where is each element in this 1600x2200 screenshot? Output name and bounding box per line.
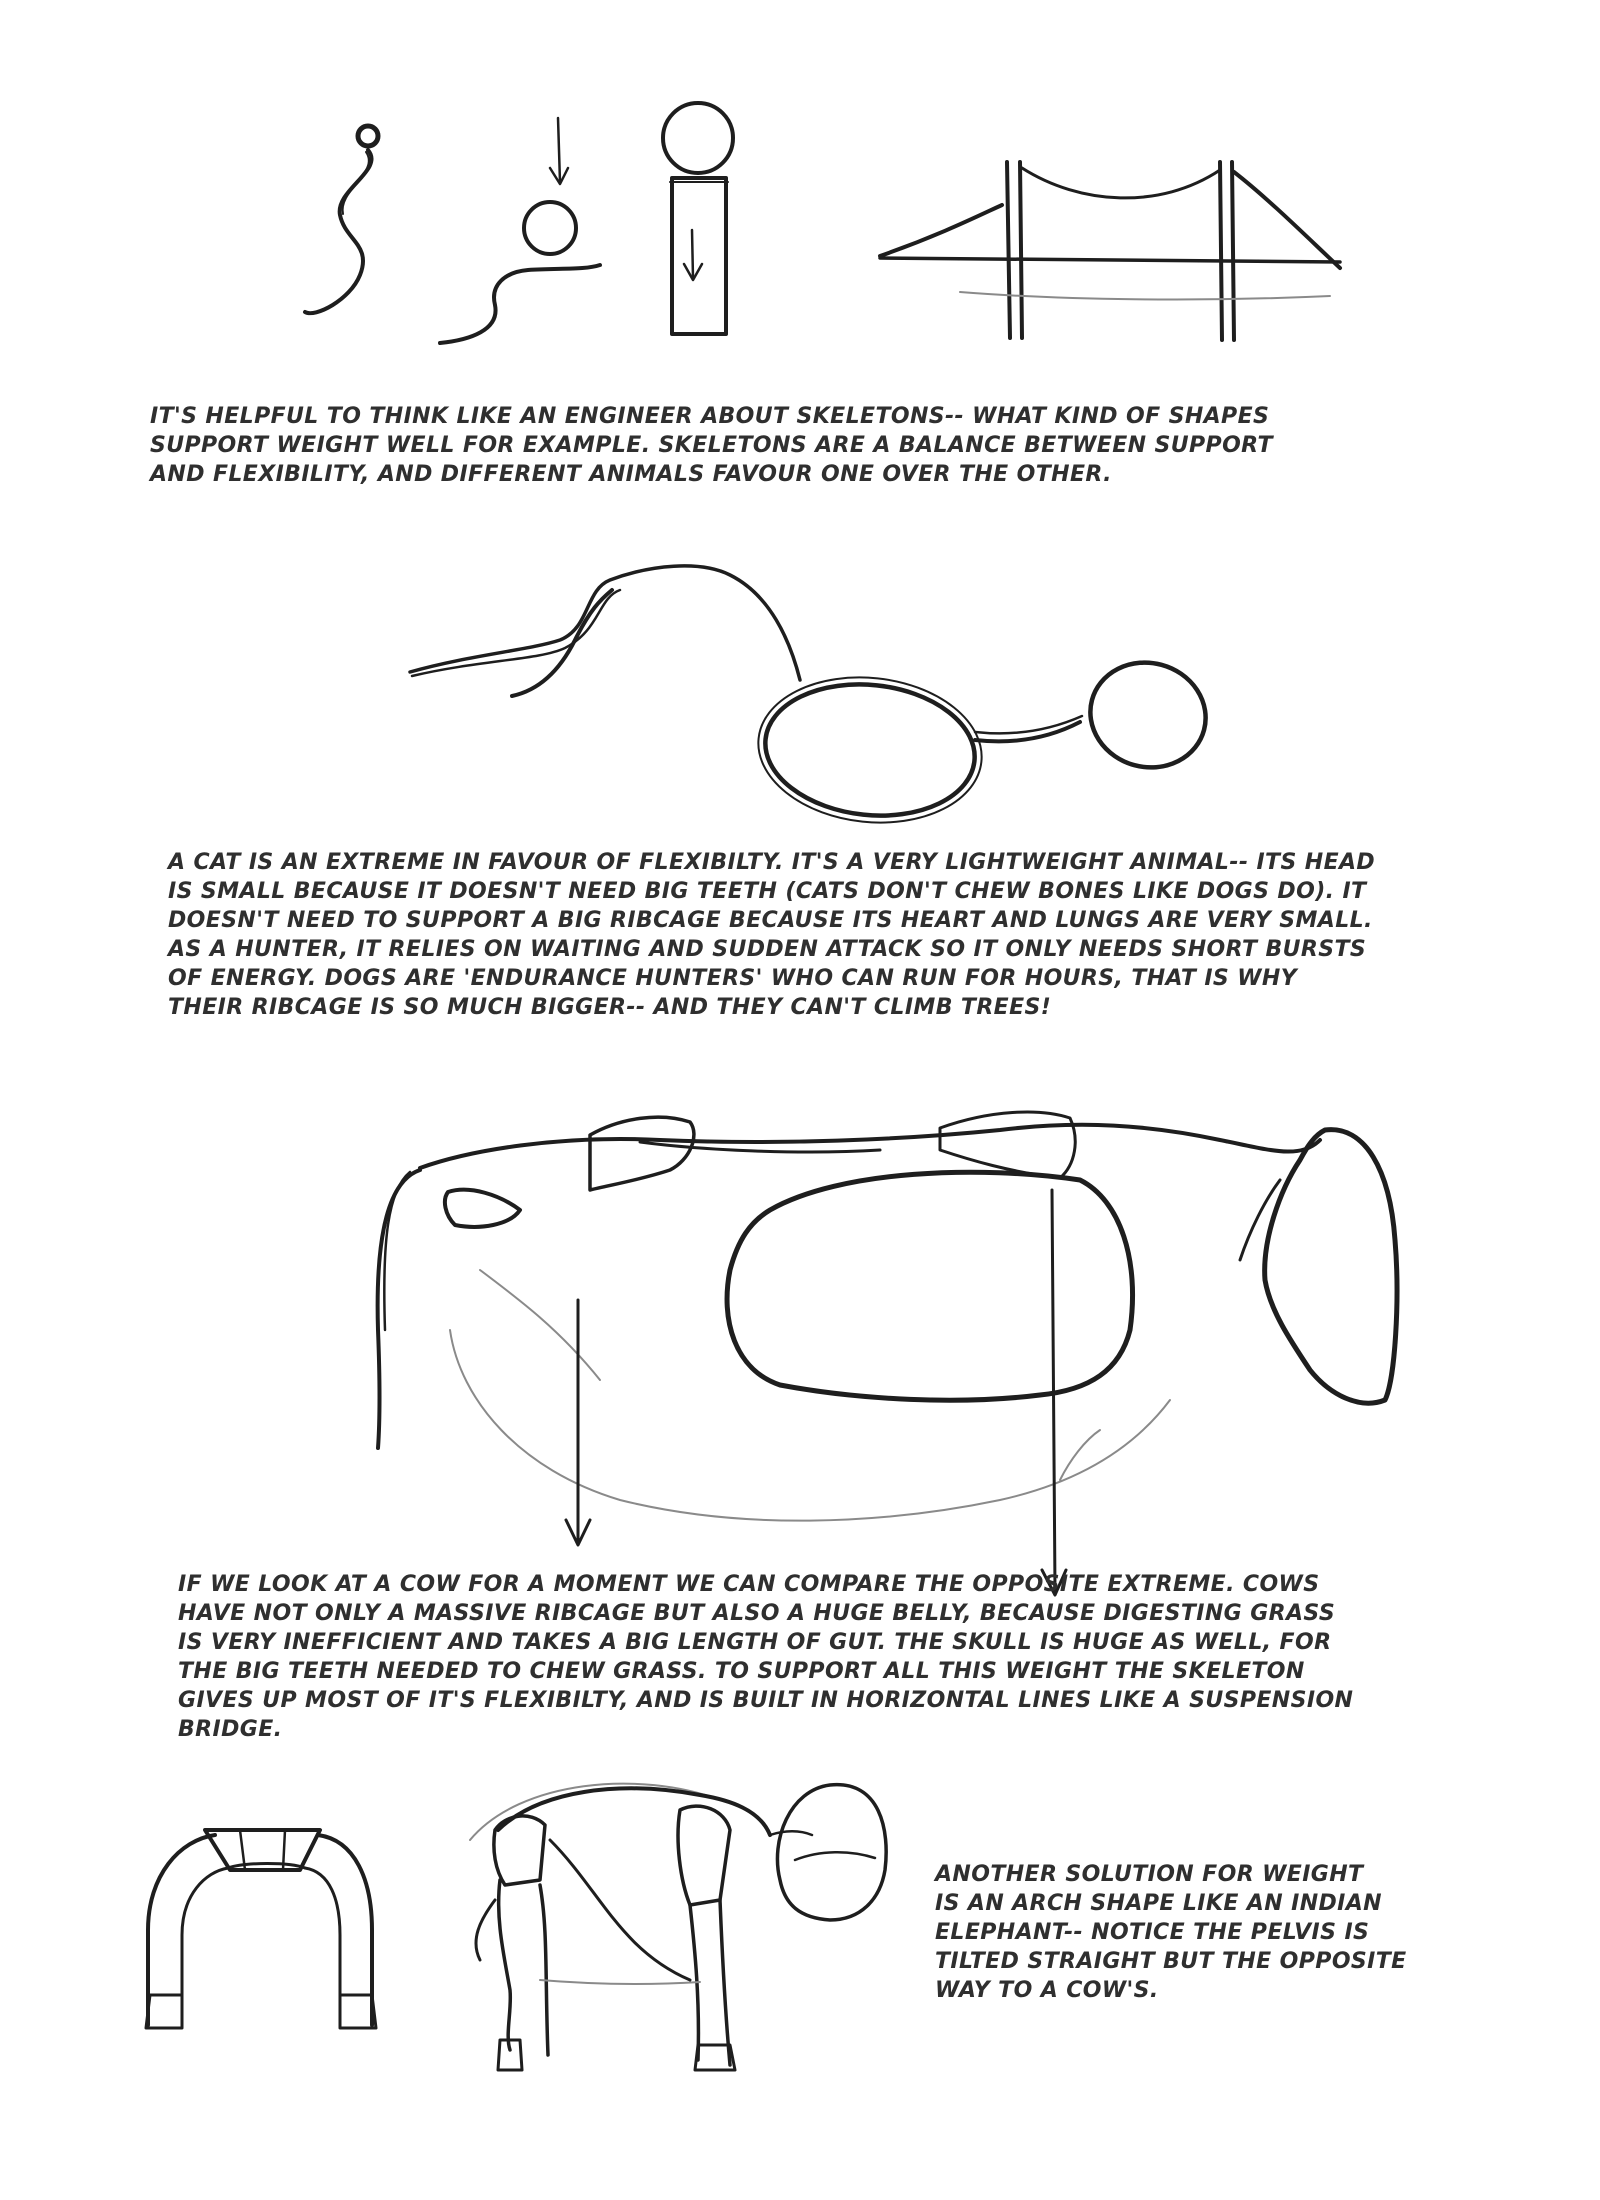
- elephant-caption-line: WAY TO A COW'S.: [935, 1978, 1159, 2003]
- engineer-caption: [150, 402, 1273, 489]
- cat-caption-line: DOESN'T NEED TO SUPPORT A BIG RIBCAGE BECAUSE ITS HEART AND LUNGS ARE VERY SMALL.: [168, 908, 1373, 933]
- cow-caption-line: GIVES UP MOST OF IT'S FLEXIBILTY, AND IS BUILT IN HORIZONTAL LINES LIKE A SUSPENSION: [178, 1688, 1354, 1713]
- cat-skeleton-sketch: [410, 566, 1217, 833]
- cow-caption-line: HAVE NOT ONLY A MASSIVE RIBCAGE BUT ALSO A HUGE BELLY, BECAUSE DIGESTING GRASS: [178, 1601, 1336, 1626]
- spine-curve-sketch: [305, 126, 378, 313]
- arch-sketch: [146, 1830, 376, 2028]
- elephant-caption: [935, 1860, 1407, 2005]
- cow-skeleton-sketch: [378, 1112, 1397, 1595]
- cat-caption-line: IS SMALL BECAUSE IT DOESN'T NEED BIG TEETH (CATS DON'T CHEW BONES LIKE DOGS DO). IT: [168, 879, 1367, 904]
- column-support-sketch: [663, 103, 733, 334]
- engineer-caption-line: SUPPORT WEIGHT WELL FOR EXAMPLE. SKELETONS ARE A BALANCE BETWEEN SUPPORT: [150, 433, 1273, 458]
- cow-caption-line: IF WE LOOK AT A COW FOR A MOMENT WE CAN COMPARE THE OPPOSITE EXTREME. COWS: [178, 1572, 1320, 1597]
- cat-caption-line: AS A HUNTER, IT RELIES ON WAITING AND SUDDEN ATTACK SO IT ONLY NEEDS SHORT BURSTS: [168, 937, 1367, 962]
- elephant-caption-line: ELEPHANT-- NOTICE THE PELVIS IS: [935, 1920, 1370, 1945]
- elephant-caption-line: TILTED STRAIGHT BUT THE OPPOSITE: [935, 1949, 1407, 1974]
- engineer-caption-line: AND FLEXIBILITY, AND DIFFERENT ANIMALS FAVOUR ONE OVER THE OTHER.: [150, 462, 1112, 487]
- elephant-caption-line: IS AN ARCH SHAPE LIKE AN INDIAN: [935, 1891, 1382, 1916]
- engineer-caption-line: IT'S HELPFUL TO THINK LIKE AN ENGINEER ABOUT SKELETONS-- WHAT KIND OF SHAPES: [150, 404, 1270, 429]
- cat-caption-line: OF ENERGY. DOGS ARE 'ENDURANCE HUNTERS' WHO CAN RUN FOR HOURS, THAT IS WHY: [168, 966, 1298, 991]
- cow-caption: [178, 1570, 1353, 1744]
- weighted-curve-sketch: [440, 118, 600, 343]
- cow-caption-line: THE BIG TEETH NEEDED TO CHEW GRASS. TO SUPPORT ALL THIS WEIGHT THE SKELETON: [178, 1659, 1305, 1684]
- cat-caption: [168, 848, 1375, 1022]
- cow-caption-line: IS VERY INEFFICIENT AND TAKES A BIG LENGTH OF GUT. THE SKULL IS HUGE AS WELL, FOR: [178, 1630, 1332, 1655]
- cat-caption-line: THEIR RIBCAGE IS SO MUCH BIGGER-- AND THEY CAN'T CLIMB TREES!: [168, 995, 1052, 1020]
- cow-caption-line: BRIDGE.: [178, 1717, 283, 1742]
- elephant-caption-line: ANOTHER SOLUTION FOR WEIGHT: [935, 1862, 1364, 1887]
- elephant-skeleton-sketch: [470, 1784, 886, 2070]
- cat-caption-line: A CAT IS AN EXTREME IN FAVOUR OF FLEXIBILTY. IT'S A VERY LIGHTWEIGHT ANIMAL-- ITS HEAD: [168, 850, 1376, 875]
- suspension-bridge-sketch: [880, 162, 1340, 340]
